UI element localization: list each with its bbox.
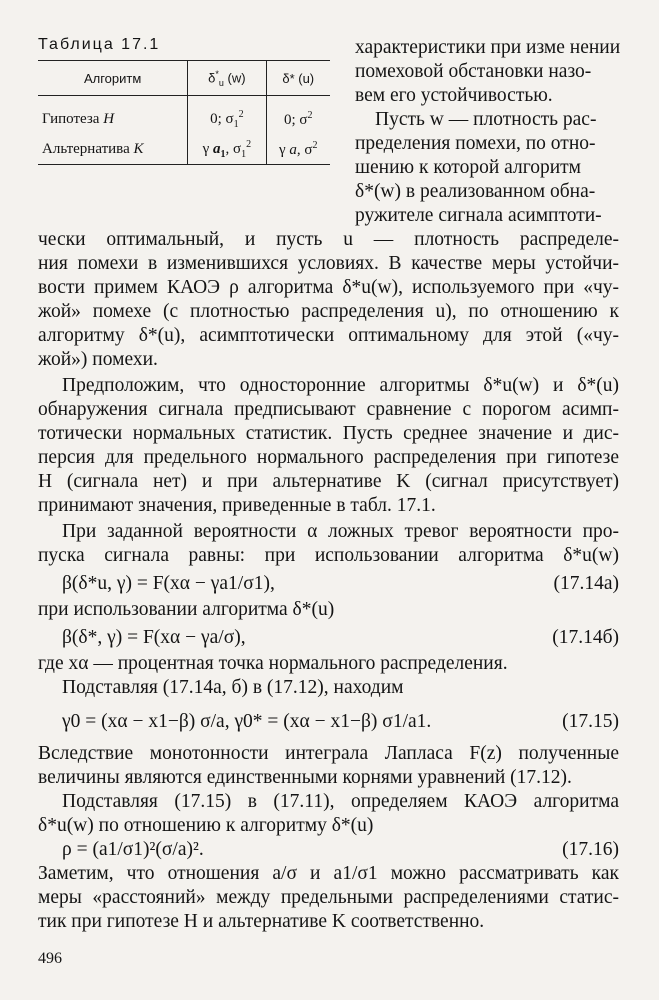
text-line: Подставляя (17.14а, б) в (17.12), находим <box>62 677 404 698</box>
text-line: тик при гипотезе H и альтернативе K соответственно. <box>38 911 485 932</box>
text-line: Заметим, что отношения a/σ и a1/σ1 можно рассматривать как <box>38 863 619 884</box>
text-line: Предположим, что односторонние алгоритмы δ*u(w) и δ*(u) <box>62 375 619 396</box>
table-row-k-label: Альтернатива K <box>38 134 188 165</box>
equation-number: (17.14a) <box>553 573 619 594</box>
text-line: персия для предельного нормального распределения при гипотезе <box>38 447 619 468</box>
text-line: при использовании алгоритма δ*(u) <box>38 599 335 620</box>
text-line: ния помехи в изменившихся условиях. В качестве меры устойчи- <box>38 253 619 274</box>
table-cell: γ $a_1$, $\sigma_1^2$ <box>188 134 266 165</box>
table-cell: 0; $\sigma^2$ <box>266 104 330 134</box>
equation-number: (17.16) <box>562 839 619 860</box>
equation-17-14a: β(δ*u, γ) = F(xα − γa1/σ1), <box>62 573 275 594</box>
table-cell: 0; $\sigma_1^2$ <box>188 104 266 134</box>
text-line: пуска сигнала равны: при использовании алгоритма δ*u(w) <box>38 545 619 566</box>
text-line: величины являются единственными корнями уравнений (17.12). <box>38 767 572 788</box>
right-col-line: вем его устойчивостью. <box>355 85 553 106</box>
equation-17-15: γ0 = (xα − x1−β) σ/a, γ0* = (xα − x1−β) σ1/a1. <box>62 711 432 732</box>
table-17-1 <box>38 60 330 165</box>
right-col-line: помеховой обстановки назо- <box>355 61 592 82</box>
text-line: алгоритму δ*(u), асимптотически оптимальному для этой («чу- <box>38 325 619 346</box>
text-line: принимают значения, приведенные в табл. 17.1. <box>38 495 436 516</box>
text-line: жой») помехи. <box>38 349 158 370</box>
text-line: чески оптимальный, и пусть u — плотность распределе- <box>38 229 619 250</box>
right-col-line: Пусть w — плотность рас- <box>375 109 597 130</box>
table-caption: Таблица 17.1 <box>38 36 161 53</box>
table-cell: γ a, $\sigma^2$ <box>266 134 330 165</box>
text-line: жой» помехе (с плотностью распределения u), по отношению к <box>38 301 619 322</box>
right-col-line: пределения помехи, по отно- <box>355 133 596 154</box>
text-line: вости примем КАОЭ ρ алгоритма δ*u(w), используемого при «чу- <box>38 277 619 298</box>
equation-number: (17.15) <box>562 711 619 732</box>
text-line: обнаружения сигнала предписывают сравнение с порогом асимп- <box>38 399 619 420</box>
text-line: H (сигнала нет) и при альтернативе K (сигнал присутствует) <box>38 471 619 492</box>
equation-17-14b: β(δ*, γ) = F(xα − γa/σ), <box>62 627 246 648</box>
right-col-line: характеристики при изме нении <box>355 37 621 58</box>
equation-number: (17.14б) <box>552 627 619 648</box>
right-col-line: ружителе сигнала асимптоти- <box>355 205 602 226</box>
right-col-line: шению к которой алгоритм <box>355 157 582 178</box>
text-line: Подставляя (17.15) в (17.11), определяем КАОЭ алгоритма <box>62 791 619 812</box>
text-line: δ*u(w) по отношению к алгоритму δ*(u) <box>38 815 374 836</box>
text-line: где xα — процентная точка нормального распределения. <box>38 653 508 674</box>
table-row-h-label: Гипотеза H <box>42 110 115 127</box>
text-line: меры «расстояний» между предельными распределениями статис- <box>38 887 619 908</box>
text-line: При заданной вероятности α ложных тревог вероятности про- <box>62 521 619 542</box>
table-header-algorithm: Алгоритм <box>38 61 188 96</box>
table-header-delta-u-w: $\delta^*_u$ (w) <box>188 61 266 96</box>
text-line: тотически нормальных статистик. Пусть среднее значение и дис- <box>38 423 619 444</box>
table-header-delta-u: δ* (u) <box>266 61 330 96</box>
equation-17-16: ρ = (a1/σ1)²(σ/a)². <box>62 839 204 860</box>
page-number: 496 <box>38 950 62 967</box>
text-line: Вследствие монотонности интеграла Лапласа F(z) полученные <box>38 743 619 764</box>
right-col-line: δ*(w) в реализованном обна- <box>355 181 596 202</box>
